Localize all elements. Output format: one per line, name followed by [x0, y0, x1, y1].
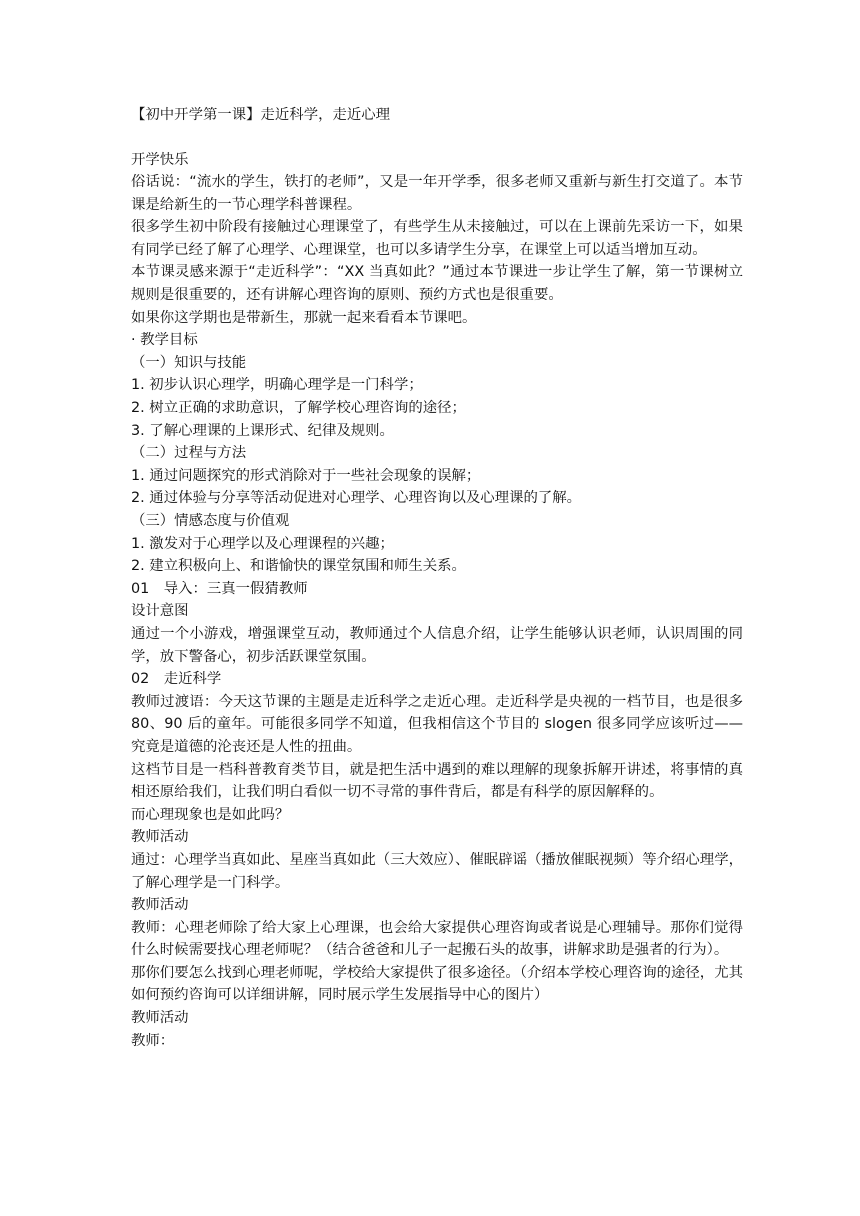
paragraph: 教师： [131, 1032, 175, 1049]
paragraph: 那你们要怎么找到心理老师呢，学校给大家提供了很多途径。（介绍本学校心理咨询的途径，尤其如何预约咨询可以详细讲解，同时展示学生发展指导中心的图片） [131, 964, 743, 1004]
section-heading: · 教学目标 [131, 332, 198, 349]
list-item: 2. 树立正确的求助意识，了解学校心理咨询的途径； [131, 400, 466, 417]
label: 教师活动 [131, 1010, 189, 1027]
paragraph: 通过一个小游戏，增强课堂互动，教师通过个人信息介绍，让学生能够认识老师，认识周围的同学，放下警备心，初步活跃课堂氛围。 [131, 625, 743, 665]
label: 设计意图 [131, 603, 189, 620]
document-body [131, 104, 743, 1052]
list-item: 2. 通过体验与分享等活动促进对心理学、心理咨询以及心理课的了解。 [131, 490, 582, 507]
list-item: 1. 初步认识心理学，明确心理学是一门科学； [131, 377, 423, 394]
label: 教师活动 [131, 829, 189, 846]
subsection-heading: （三）情感态度与价值观 [131, 513, 290, 529]
paragraph: 这档节目是一档科普教育类节目，就是把生活中遇到的难以理解的现象拆解开讲述，将事情的真相还原给我们，让我们明白看似一切不寻常的事件背后，都是有科学的原因解释的。 [131, 761, 743, 801]
list-item: 2. 建立积极向上、和谐愉快的课堂氛围和师生关系。 [131, 558, 466, 575]
paragraph: 本节课灵感来源于“走近科学”：“XX 当真如此？”通过本节课进一步让学生了解，第一节课树立规则是很重要的，还有讲解心理咨询的原则、预约方式也是很重要。 [131, 264, 743, 304]
label: 教师活动 [131, 897, 189, 914]
section-heading: 开学快乐 [131, 151, 189, 168]
document-title: 【初中开学第一课】走近科学，走近心理 [131, 107, 391, 123]
list-item: 1. 激发对于心理学以及心理课程的兴趣； [131, 535, 394, 552]
paragraph: 而心理现象也是如此吗？ [131, 806, 290, 823]
paragraph: 教师：心理老师除了给大家上心理课，也会给大家提供心理咨询或者说是心理辅导。那你们觉得什么时候需要找心理老师呢？（结合爸爸和儿子一起搬石头的故事，讲解求助是强者的行为）。 [131, 919, 743, 959]
paragraph: 如果你这学期也是带新生，那就一起来看看本节课吧。 [131, 309, 477, 326]
section-heading: 02 走近科学 [131, 671, 222, 688]
blank-line [131, 126, 743, 149]
paragraph: 通过：心理学当真如此、星座当真如此（三大效应）、催眠辟谣（播放催眠视频）等介绍心理学，了解心理学是一门科学。 [131, 851, 743, 891]
subsection-heading: （二）过程与方法 [131, 445, 247, 462]
subsection-heading: （一）知识与技能 [131, 354, 247, 371]
paragraph: 很多学生初中阶段有接触过心理课堂了，有些学生从未接触过，可以在上课前先采访一下，如果有同学已经了解了心理学、心理课堂，也可以多请学生分享，在课堂上可以适当增加互动。 [131, 219, 743, 258]
list-item: 1. 通过问题探究的形式消除对于一些社会现象的误解； [131, 467, 481, 484]
section-heading: 01 导入：三真一假猜教师 [131, 580, 308, 597]
list-item: 3. 了解心理课的上课形式、纪律及规则。 [131, 422, 394, 439]
paragraph: 俗话说：“流水的学生，铁打的老师”，又是一年开学季，很多老师又重新与新生打交道了。本节课是给新生的一节心理学科普课程。 [131, 174, 743, 213]
paragraph: 教师过渡语：今天这节课的主题是走近科学之走近心理。走近科学是央视的一档节目，也是很多 80、90 后的童年。可能很多同学不知道，但我相信这个节目的 slogen 很多同学应该听过——究竟是道德的沦丧还是人性的扭曲。 [131, 693, 743, 755]
